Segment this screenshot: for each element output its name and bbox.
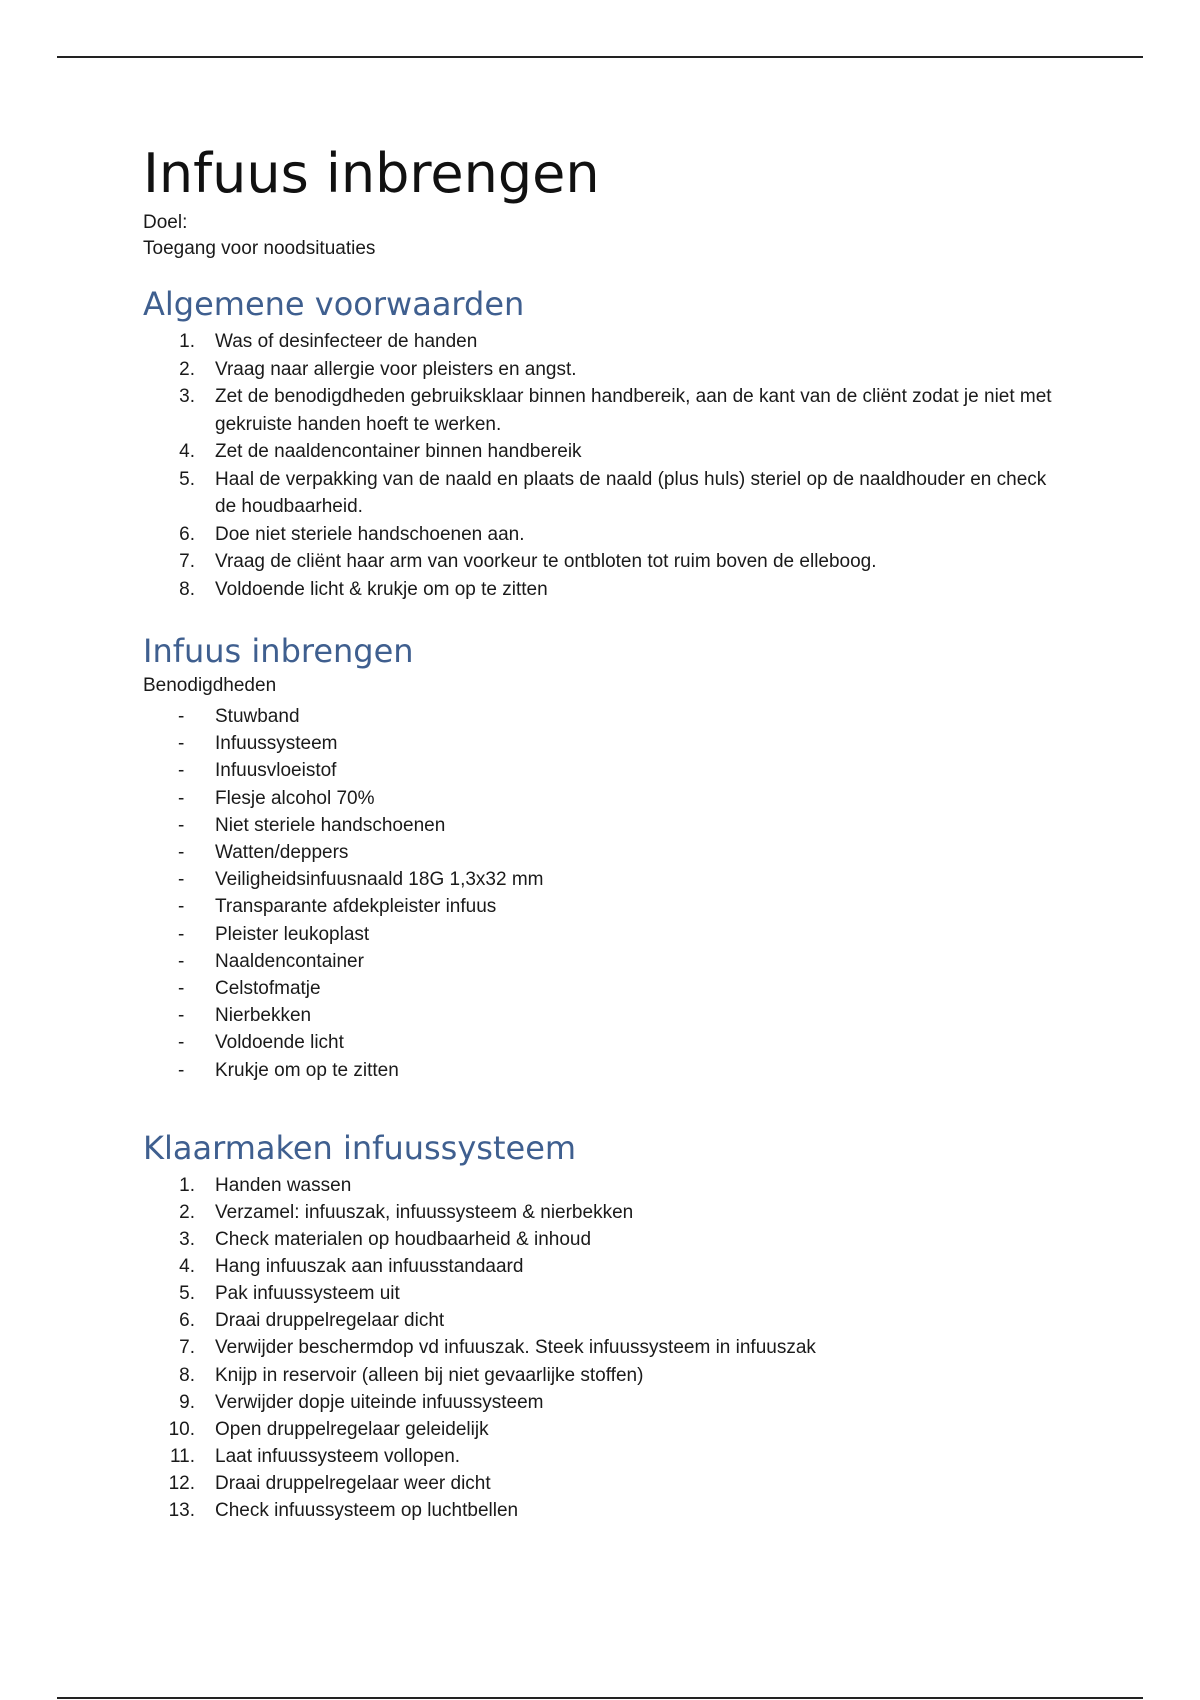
list-item: [143, 356, 1063, 384]
list-item-text: Niet steriele handschoenen: [215, 814, 446, 836]
list-item-text: Verwijder dopje uiteinde infuussysteem: [215, 1391, 544, 1413]
list-item-number: 13.: [168, 1499, 195, 1521]
list-item-text: Nierbekken: [215, 1005, 312, 1027]
list-item-text: Veiligheidsinfuusnaald 18G 1,3x32 mm: [215, 869, 544, 891]
doel-label: Doel:: [143, 212, 188, 233]
list-item-number: 12.: [168, 1472, 195, 1494]
voorwaarden-list: [143, 328, 1063, 603]
list-item-bullet: -: [178, 733, 185, 755]
list-item-number: 2.: [179, 1201, 195, 1223]
doel-block: [143, 210, 1063, 262]
list-item-text: Check infuussysteem op luchtbellen: [215, 1499, 519, 1521]
list-item-number: 1.: [179, 331, 195, 352]
doel-text: Toegang voor noodsituaties: [143, 238, 376, 259]
list-item-bullet: -: [178, 1032, 185, 1054]
section-heading-voorwaarden: Algemene voorwaarden: [143, 285, 525, 323]
list-item-number: 3.: [179, 1229, 195, 1251]
list-item: [143, 1362, 1063, 1389]
benodigdheden-label: Benodigdheden: [143, 675, 277, 696]
list-item-text: Pak infuussysteem uit: [215, 1283, 400, 1305]
list-item-bullet: -: [178, 814, 185, 836]
list-item-text: Draai druppelregelaar dicht: [215, 1310, 445, 1332]
list-item: [143, 1057, 1063, 1084]
klaarmaken-list: [143, 1172, 1063, 1524]
list-item-bullet: -: [178, 896, 185, 918]
list-item-bullet: -: [178, 706, 185, 727]
list-item: [143, 1226, 1063, 1253]
list-item-text: Hang infuuszak aan infuusstandaard: [215, 1256, 524, 1278]
list-item-text: Haal de verpakking van de naald en plaats de naald (plus huls) steriel op de naaldhouder en check de houdbaarheid.: [215, 468, 1047, 517]
list-item-number: 1.: [179, 1174, 195, 1196]
list-item-text: Draai druppelregelaar weer dicht: [215, 1472, 491, 1494]
header-rule: [57, 56, 1143, 58]
list-item: [143, 1470, 1063, 1497]
list-item-text: Knijp in reservoir (alleen bij niet gevaarlijke stoffen): [215, 1364, 644, 1386]
list-item-text: Doe niet steriele handschoenen aan.: [215, 523, 525, 545]
list-item: [143, 866, 1063, 893]
list-item: [143, 785, 1063, 812]
list-item-text: Stuwband: [215, 706, 300, 727]
list-item: [143, 383, 1063, 438]
list-item: [143, 948, 1063, 975]
list-item: [143, 703, 1063, 730]
section-heading-inbrengen: Infuus inbrengen: [143, 632, 414, 670]
list-item: [143, 812, 1063, 839]
list-item-bullet: -: [178, 842, 185, 864]
list-item-text: Open druppelregelaar geleidelijk: [215, 1418, 489, 1440]
list-item: [143, 975, 1063, 1002]
list-item-number: 8.: [179, 1364, 195, 1386]
list-item: [143, 466, 1063, 521]
list-item-number: 7.: [179, 1337, 195, 1359]
list-item: [143, 328, 1063, 356]
list-item-number: 2.: [179, 358, 195, 380]
list-item-text: Verzamel: infuuszak, infuussysteem & nierbekken: [215, 1201, 634, 1223]
list-item: [143, 1334, 1063, 1361]
list-item-text: Vraag de cliënt haar arm van voorkeur te ontbloten tot ruim boven de elleboog.: [215, 551, 877, 572]
list-item: [143, 1029, 1063, 1056]
list-item-number: 10.: [168, 1418, 195, 1440]
list-item-bullet: -: [178, 760, 185, 782]
list-item-bullet: -: [178, 787, 185, 809]
list-item-bullet: -: [178, 869, 185, 891]
list-item-number: 5.: [179, 1283, 195, 1305]
list-item: [143, 839, 1063, 866]
list-item: [143, 1199, 1063, 1226]
list-item-bullet: -: [178, 950, 185, 972]
list-item-text: Celstofmatje: [215, 978, 321, 1000]
list-item: [143, 438, 1063, 466]
list-item: [143, 1389, 1063, 1416]
list-item: [143, 1307, 1063, 1334]
list-item-text: Zet de naaldencontainer binnen handbereik: [215, 441, 582, 462]
list-item-number: 7.: [179, 551, 195, 572]
list-item: [143, 1002, 1063, 1029]
list-item-bullet: -: [178, 1059, 185, 1081]
document-page: [143, 140, 1063, 1524]
list-item-number: 3.: [179, 386, 195, 407]
list-item-text: Vraag naar allergie voor pleisters en angst.: [215, 358, 577, 380]
list-item: [143, 757, 1063, 784]
list-item: [143, 576, 1063, 604]
list-item-text: Watten/deppers: [215, 842, 349, 864]
list-item-text: Was of desinfecteer de handen: [215, 331, 478, 352]
list-item-number: 4.: [179, 441, 195, 462]
section-heading-klaarmaken: Klaarmaken infuussysteem: [143, 1128, 577, 1167]
list-item-number: 9.: [179, 1391, 195, 1413]
list-item: [143, 1280, 1063, 1307]
list-item-text: Pleister leukoplast: [215, 923, 370, 945]
list-item: [143, 730, 1063, 757]
list-item-bullet: -: [178, 1005, 185, 1027]
footer-rule: [57, 1697, 1143, 1699]
benodigdheden-list: [143, 703, 1063, 1084]
list-item-text: Flesje alcohol 70%: [215, 787, 375, 809]
list-item-text: Verwijder beschermdop vd infuuszak. Steek infuussysteem in infuuszak: [215, 1337, 816, 1359]
list-item: [143, 521, 1063, 549]
list-item-text: Zet de benodigdheden gebruiksklaar binnen handbereik, aan de kant van de cliënt zodat je niet met gekruiste handen hoeft te werken.: [215, 386, 1052, 435]
list-item-text: Infuussysteem: [215, 733, 338, 755]
list-item-number: 6.: [179, 523, 195, 545]
list-item-number: 4.: [179, 1256, 195, 1278]
list-item-text: Voldoende licht & krukje om op te zitten: [215, 578, 548, 600]
list-item: [143, 548, 1063, 576]
list-item-text: Voldoende licht: [215, 1032, 344, 1054]
list-item: [143, 1497, 1063, 1524]
list-item-text: Handen wassen: [215, 1174, 352, 1196]
list-item-number: 8.: [179, 578, 195, 600]
list-item: [143, 1443, 1063, 1470]
list-item: [143, 893, 1063, 920]
list-item-text: Transparante afdekpleister infuus: [215, 896, 497, 918]
list-item-text: Laat infuussysteem vollopen.: [215, 1445, 461, 1467]
list-item-bullet: -: [178, 978, 185, 1000]
list-item-text: Krukje om op te zitten: [215, 1059, 399, 1081]
list-item: [143, 921, 1063, 948]
list-item: [143, 1416, 1063, 1443]
list-item-text: Naaldencontainer: [215, 950, 364, 972]
list-item: [143, 1172, 1063, 1199]
list-item-number: 11.: [169, 1445, 195, 1467]
list-item-number: 5.: [179, 468, 195, 490]
list-item-text: Check materialen op houdbaarheid & inhoud: [215, 1229, 592, 1251]
list-item-number: 6.: [179, 1310, 195, 1332]
document-title: Infuus inbrengen: [143, 142, 600, 205]
list-item: [143, 1253, 1063, 1280]
list-item-bullet: -: [178, 923, 185, 945]
list-item-text: Infuusvloeistof: [215, 760, 337, 782]
